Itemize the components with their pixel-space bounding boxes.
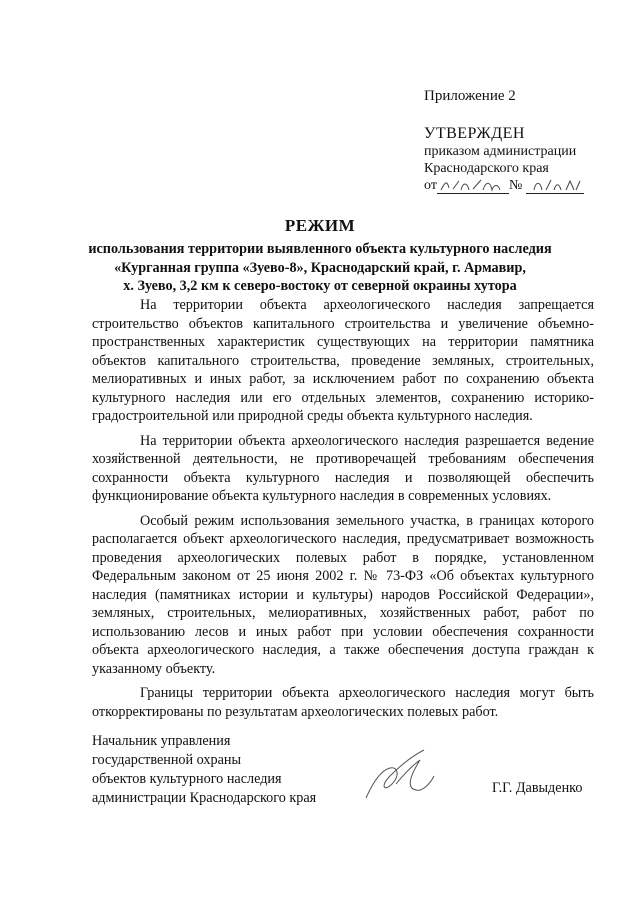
date-prefix: от — [424, 178, 437, 193]
signatory-line: государственной охраны — [92, 752, 242, 768]
title-line: х. Зуево, 3,2 км к северо-востоку от северной окраины хутора — [123, 278, 517, 294]
approved-heading: УТВЕРЖДЕН — [424, 125, 525, 142]
number-prefix: № — [508, 178, 523, 193]
signatory-title — [92, 732, 316, 808]
order-date-number — [424, 177, 624, 194]
title-line: использования территории выявленного объекта культурного наследия — [88, 241, 552, 257]
signatory-name: Г.Г. Давыденко — [492, 780, 583, 796]
approval-line: приказом администрации — [424, 144, 577, 159]
handwritten-signature — [360, 740, 440, 815]
appendix-label: Приложение 2 — [424, 88, 516, 104]
signatory-line: Начальник управления — [92, 733, 231, 749]
approval-line: Краснодарского края — [424, 161, 549, 176]
paragraph: Границы территории объекта археологического наследия могут быть откорректированы по результатам археологических полевых работ. — [92, 685, 594, 720]
paragraph: На территории объекта археологического наследия запрещается строительство объектов капитального строительства и увеличение объемно-пространственных характеристик существующих на территории памятника объектов капитального строительства, проведение земляных, строительных, мелиоративных и иных работ, за исключением работ по сохранению объекта культурного наследия или его отдельных элементов, сохранению историко-градостроительной или природной среды объекта культурного наследия. — [92, 297, 594, 424]
handwritten-date — [437, 178, 509, 194]
paragraph: Особый режим использования земельного участка, в границах которого располагается объект археологического наследия, предусматривает возможность проведения археологических полевых работ в порядке, установленном Федеральным законом от 25 июня 2002 г. № 73-ФЗ «Об объектах культурного наследия (памятниках истории и культуры) народов Российской Федерации», земляных, строительных, мелиоративных, хозяйственных работ, работ по использованию лесов и иных работ при условии обеспечения сохранности объекта археологического наследия, а также обеспечения доступа граждан к указанному объекту. — [92, 512, 594, 677]
approval-block — [424, 88, 624, 194]
signatory-line: объектов культурного наследия — [92, 771, 282, 787]
document-title — [40, 216, 600, 296]
handwritten-number — [526, 178, 584, 194]
paragraph: На территории объекта археологического наследия разрешается ведение хозяйственной деятельности, не противоречащей требованиям обеспечения сохранности объекта культурного наследия и позволяющей обеспечить функционирование объекта культурного наследия в современных условиях. — [92, 432, 594, 504]
title-line: «Курганная группа «Зуево-8», Краснодарский край, г. Армавир, — [114, 259, 526, 276]
title-head: РЕЖИМ — [284, 216, 356, 235]
document-body — [92, 296, 594, 727]
signatory-line: администрации Краснодарского края — [92, 790, 317, 806]
